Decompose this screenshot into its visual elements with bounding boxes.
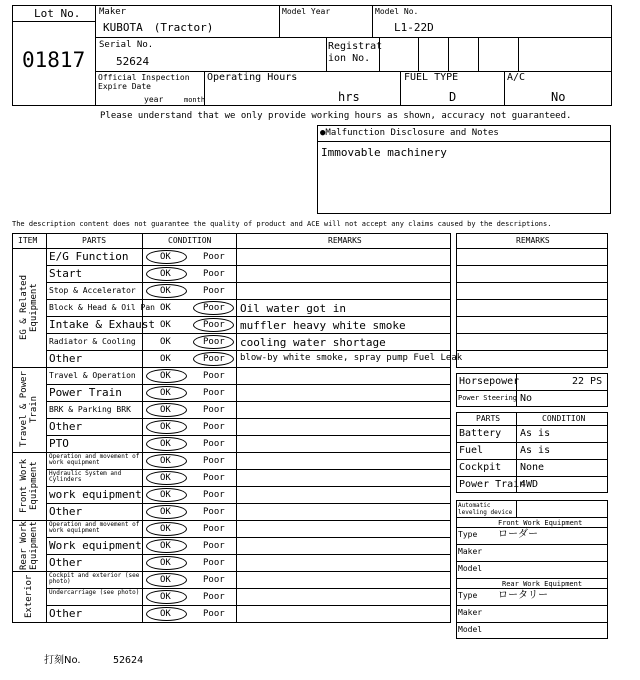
part-label-eg-5: Radiator & Cooling [49,337,136,346]
poor-option-eg-6: Poor [203,354,225,364]
poor-option-eg-4: Poor [203,320,225,330]
group-label-rear: Rear Work Equipment [19,521,39,570]
lot-label: Lot No. [34,7,81,20]
group-label-travel: Travel & Power Train [19,371,39,448]
hours-unit: hrs [338,90,360,104]
poor-option-front-0: Poor [203,456,225,466]
poor-option-travel-2: Poor [203,405,225,415]
ac-value: No [551,90,566,104]
description-disclaimer: The description content does not guarantee the quality of product and ACE will not accept any claims caused by the descriptions. [12,220,552,228]
power-steering-value: No [520,393,533,404]
part-label-eg-3: Block & Head & Oil Pan [49,303,155,312]
ok-option-exterior-1: OK [160,592,171,602]
condition-circle-front-0 [146,454,187,468]
remark-eg-6: blow-by white smoke, spray pump Fuel Leak [240,353,463,363]
malfunction-text: Immovable machinery [321,146,447,159]
poor-option-travel-1: Poor [203,388,225,398]
part-label-exterior-0: Cockpit and exterior (see photo) [49,572,140,585]
part-label-travel-2: BRK & Parking BRK [49,405,131,414]
part-label-rear-1: Work equipment [49,539,142,552]
condition-circle-front-1 [146,471,187,485]
right-condition-header: CONDITION [542,414,586,423]
condition-circle-travel-3 [146,420,187,434]
ok-option-eg-2: OK [160,286,171,296]
malfunction-box [317,125,611,214]
poor-option-front-3: Poor [203,507,225,517]
remark-eg-5: cooling water shortage [240,336,386,349]
rear-type-label: Type [458,591,478,600]
part-label-rear-0: Operation and movement of work equipment [49,521,140,534]
poor-option-front-1: Poor [203,473,225,483]
fuel-type-label: FUEL TYPE [404,72,459,83]
part-label-eg-1: Start [49,267,83,280]
poor-option-exterior-1: Poor [203,592,225,602]
part-label-exterior-2: Other [49,607,83,620]
ok-option-eg-1: OK [160,269,171,279]
model-no-label: Model No. [375,7,419,16]
part-label-travel-4: PTO [49,437,69,450]
condition-circle-rear-2 [146,556,187,570]
poor-option-travel-3: Poor [203,422,225,432]
condition-circle-front-3 [146,505,187,519]
rear-type-value: ロータリー [498,590,548,601]
condition-header: CONDITION [168,236,212,245]
ok-option-travel-3: OK [160,422,171,432]
right-remarks-header: REMARKS [516,236,550,245]
condition-circle-travel-4 [146,437,187,451]
serial-label: Serial No. [99,40,154,50]
condition-circle-rear-0 [146,522,187,536]
condition-circle-eg-4 [193,318,234,332]
ok-option-eg-0: OK [160,252,171,262]
lot-number: 01817 [22,48,86,72]
ok-option-front-0: OK [160,456,171,466]
rear-equipment-title: Rear Work Equipment [502,580,583,588]
model-year-label: Model Year [282,7,331,16]
remark-eg-3: Oil water got in [240,302,346,315]
poor-option-eg-5: Poor [203,337,225,347]
ok-option-eg-4: OK [160,320,171,330]
poor-option-eg-3: Poor [203,303,225,313]
poor-option-eg-1: Poor [203,269,225,279]
part-label-exterior-1: Undercarriage (see photo) [49,589,140,596]
ac-label: A/C [507,72,526,83]
poor-option-exterior-0: Poor [203,575,225,585]
rear-maker-label: Maker [458,608,483,617]
malfunction-title: ●Malfunction Disclosure and Notes [320,128,499,138]
part-label-eg-2: Stop & Accelerator [49,286,136,295]
part-label-front-1: Hydraulic System and Cylinders [49,470,122,483]
group-label-front: Front Work Equipment [19,458,39,514]
ok-option-eg-6: OK [160,354,171,364]
condition-circle-travel-1 [146,386,187,400]
poor-option-rear-0: Poor [203,524,225,534]
ok-option-travel-1: OK [160,388,171,398]
power-steering-label: Power Steering [458,394,518,402]
cockpit-value: None [520,462,545,473]
part-label-travel-0: Travel & Operation [49,371,136,380]
ok-option-exterior-2: OK [160,609,171,619]
part-label-front-0: Operation and movement of work equipment [49,453,140,466]
condition-circle-eg-6 [193,352,234,366]
part-label-eg-4: Intake & Exhaust [49,318,155,331]
group-label-exterior: Exterior [24,574,34,619]
inspection-year-label: year [144,95,164,104]
model-no-value: L1-22D [394,21,434,34]
ok-option-travel-0: OK [160,371,171,381]
maker-label: Maker [99,7,127,17]
front-equipment-title: Front Work Equipment [498,519,583,527]
poor-option-exterior-2: Poor [203,609,225,619]
condition-circle-eg-0 [146,250,187,264]
condition-circle-front-2 [146,488,187,502]
ok-option-front-1: OK [160,473,171,483]
rear-model-label: Model [458,625,483,634]
ok-option-travel-4: OK [160,439,171,449]
condition-circle-travel-0 [146,369,187,383]
part-label-front-3: Other [49,505,83,518]
part-label-front-2: work equipment [49,488,142,501]
fuel-type-value: D [449,90,457,104]
part-label-rear-2: Other [49,556,83,569]
inspection-month-label: month [184,96,206,104]
power-train-value: 4WD [520,479,539,490]
maker-value: KUBOTA (Tractor) [103,21,214,34]
remarks-header: REMARKS [328,236,362,245]
condition-circle-exterior-2 [146,607,187,621]
battery-label: Battery [459,428,502,439]
horsepower-value: 22 PS [572,376,603,387]
condition-circle-eg-2 [146,284,187,298]
power-train-label: Power Train [459,479,526,490]
front-type-label: Type [458,530,478,539]
parts-header: PARTS [82,236,107,245]
condition-circle-rear-1 [146,539,187,553]
poor-option-eg-2: Poor [203,286,225,296]
remark-eg-4: muffler heavy white smoke [240,319,406,332]
ok-option-travel-2: OK [160,405,171,415]
item-header: ITEM [18,236,38,245]
ok-option-exterior-0: OK [160,575,171,585]
ok-option-eg-5: OK [160,337,171,347]
horsepower-label: Horsepower [459,376,520,387]
poor-option-rear-2: Poor [203,558,225,568]
right-parts-header: PARTS [476,414,501,423]
hours-label: Operating Hours [207,72,298,83]
part-label-travel-1: Power Train [49,386,122,399]
condition-circle-exterior-0 [146,573,187,587]
ok-option-front-2: OK [160,490,171,500]
part-label-eg-0: E/G Function [49,250,129,263]
front-maker-label: Maker [458,547,483,556]
serial-value: 52624 [116,55,150,68]
fuel-label: Fuel [459,445,484,456]
poor-option-travel-0: Poor [203,371,225,381]
ok-option-rear-2: OK [160,558,171,568]
ok-option-eg-3: OK [160,303,171,313]
condition-circle-eg-5 [193,335,234,349]
stamp-number: 52624 [113,655,144,666]
condition-circle-eg-3 [193,301,234,315]
front-model-label: Model [458,564,483,573]
inspection-label: Official Inspection Expire Date [98,73,190,91]
registration-label: Registrat ion No. [328,41,383,64]
battery-value: As is [520,428,551,439]
part-label-eg-6: Other [49,352,83,365]
right-remarks-box [456,233,608,368]
condition-circle-eg-1 [146,267,187,281]
poor-option-travel-4: Poor [203,439,225,449]
condition-circle-exterior-1 [146,590,187,604]
condition-circle-travel-2 [146,403,187,417]
ok-option-rear-0: OK [160,524,171,534]
part-label-travel-3: Other [49,420,83,433]
cockpit-label: Cockpit [459,462,502,473]
poor-option-front-2: Poor [203,490,225,500]
group-label-eg: EG & Related Equipment [19,274,39,341]
stamp-label: 打刻No. [44,655,81,666]
ok-option-rear-1: OK [160,541,171,551]
fuel-value: As is [520,445,551,456]
auto-leveling-label: Automatic leveling device [458,502,513,516]
poor-option-rear-1: Poor [203,541,225,551]
poor-option-eg-0: Poor [203,252,225,262]
ok-option-front-3: OK [160,507,171,517]
hours-disclaimer: Please understand that we only provide working hours as shown, accuracy not guaranteed. [100,111,572,121]
front-type-value: ローダー [498,529,538,540]
